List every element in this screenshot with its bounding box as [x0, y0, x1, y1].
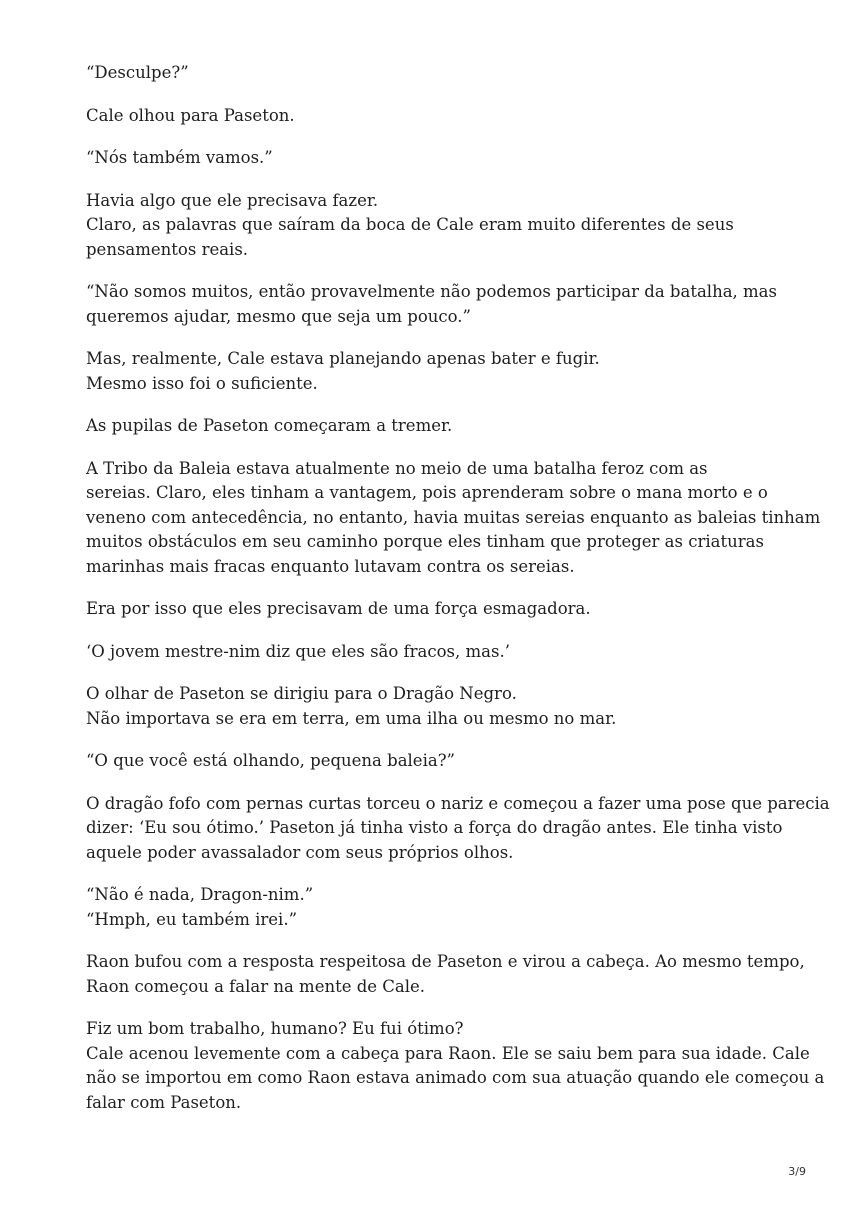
text-line: “Não é nada, Dragon-nim.” [86, 885, 314, 904]
text-line: aquele poder avassalador com seus próprios olhos. [86, 842, 514, 862]
text-line: não se importou em como Raon estava animado com sua atuação quando ele começou a [86, 1068, 825, 1087]
text-line: “O que você está olhando, pequena baleia?” [86, 751, 455, 770]
paragraph [86, 792, 830, 866]
text-line: marinhas mais fracas enquanto lutavam contra os sereias. [86, 556, 575, 576]
paragraph [86, 1017, 825, 1115]
text-line: falar com Paseton. [86, 1092, 242, 1112]
text-line: Raon começou a falar na mente de Cale. [86, 976, 426, 996]
text-line: ‘O jovem mestre-nim diz que eles são fracos, mas.’ [86, 641, 510, 661]
paragraph [86, 597, 786, 622]
paragraph [86, 146, 786, 171]
paragraph [86, 883, 786, 932]
text-line: “Hmph, eu também irei.” [86, 909, 298, 929]
text-line: Mas, realmente, Cale estava planejando apenas bater e fugir. [86, 349, 600, 368]
paragraph [86, 950, 805, 999]
text-line: O olhar de Paseton se dirigiu para o Dragão Negro. [86, 684, 517, 703]
text-line: queremos ajudar, mesmo que seja um pouco.” [86, 306, 471, 326]
page-body [86, 61, 830, 1133]
text-line: Era por isso que eles precisavam de uma força esmagadora. [86, 599, 591, 618]
paragraph [86, 749, 786, 774]
paragraph [86, 104, 786, 129]
paragraph [86, 682, 786, 731]
paragraph [86, 280, 786, 329]
text-line: Fiz um bom trabalho, humano? Eu fui ótimo? [86, 1019, 464, 1038]
text-line: A Tribo da Baleia estava atualmente no meio de uma batalha feroz com as [86, 458, 708, 478]
text-line: dizer: ‘Eu sou ótimo.’ Paseton já tinha visto a força do dragão antes. Ele tinha visto [86, 818, 783, 837]
page-number: 3/9 [788, 1165, 806, 1178]
text-line: pensamentos reais. [86, 239, 249, 259]
paragraph [86, 61, 786, 86]
paragraph [86, 457, 821, 580]
text-line: “Não somos muitos, então provavelmente não podemos participar da batalha, mas [86, 282, 777, 301]
text-line: sereias. Claro, eles tinham a vantagem, pois aprenderam sobre o mana morto e o [86, 483, 768, 502]
text-line: Cale acenou levemente com a cabeça para Raon. Ele se saiu bem para sua idade. Cale [86, 1043, 810, 1063]
text-line: muitos obstáculos em seu caminho porque eles tinham que proteger as criaturas [86, 532, 764, 551]
text-line: Raon bufou com a resposta respeitosa de Paseton e virou a cabeça. Ao mesmo tempo, [86, 952, 805, 971]
text-line: Mesmo isso foi o suficiente. [86, 373, 318, 393]
paragraph [86, 189, 786, 263]
text-line: Cale olhou para Paseton. [86, 105, 295, 125]
text-line: Claro, as palavras que saíram da boca de Cale eram muito diferentes de seus [86, 215, 734, 234]
paragraph [86, 640, 786, 665]
text-line: As pupilas de Paseton começaram a tremer. [86, 416, 453, 435]
text-line: Havia algo que ele precisava fazer. [86, 190, 379, 210]
text-line: Não importava se era em terra, em uma ilha ou mesmo no mar. [86, 708, 617, 728]
text-line: veneno com antecedência, no entanto, havia muitas sereias enquanto as baleias tinham [86, 507, 821, 527]
text-line: O dragão fofo com pernas curtas torceu o nariz e começou a fazer uma pose que parecia [86, 793, 830, 813]
paragraph [86, 347, 786, 396]
paragraph [86, 414, 786, 439]
text-line: “Nós também vamos.” [86, 148, 273, 167]
text-line: “Desculpe?” [86, 63, 189, 82]
